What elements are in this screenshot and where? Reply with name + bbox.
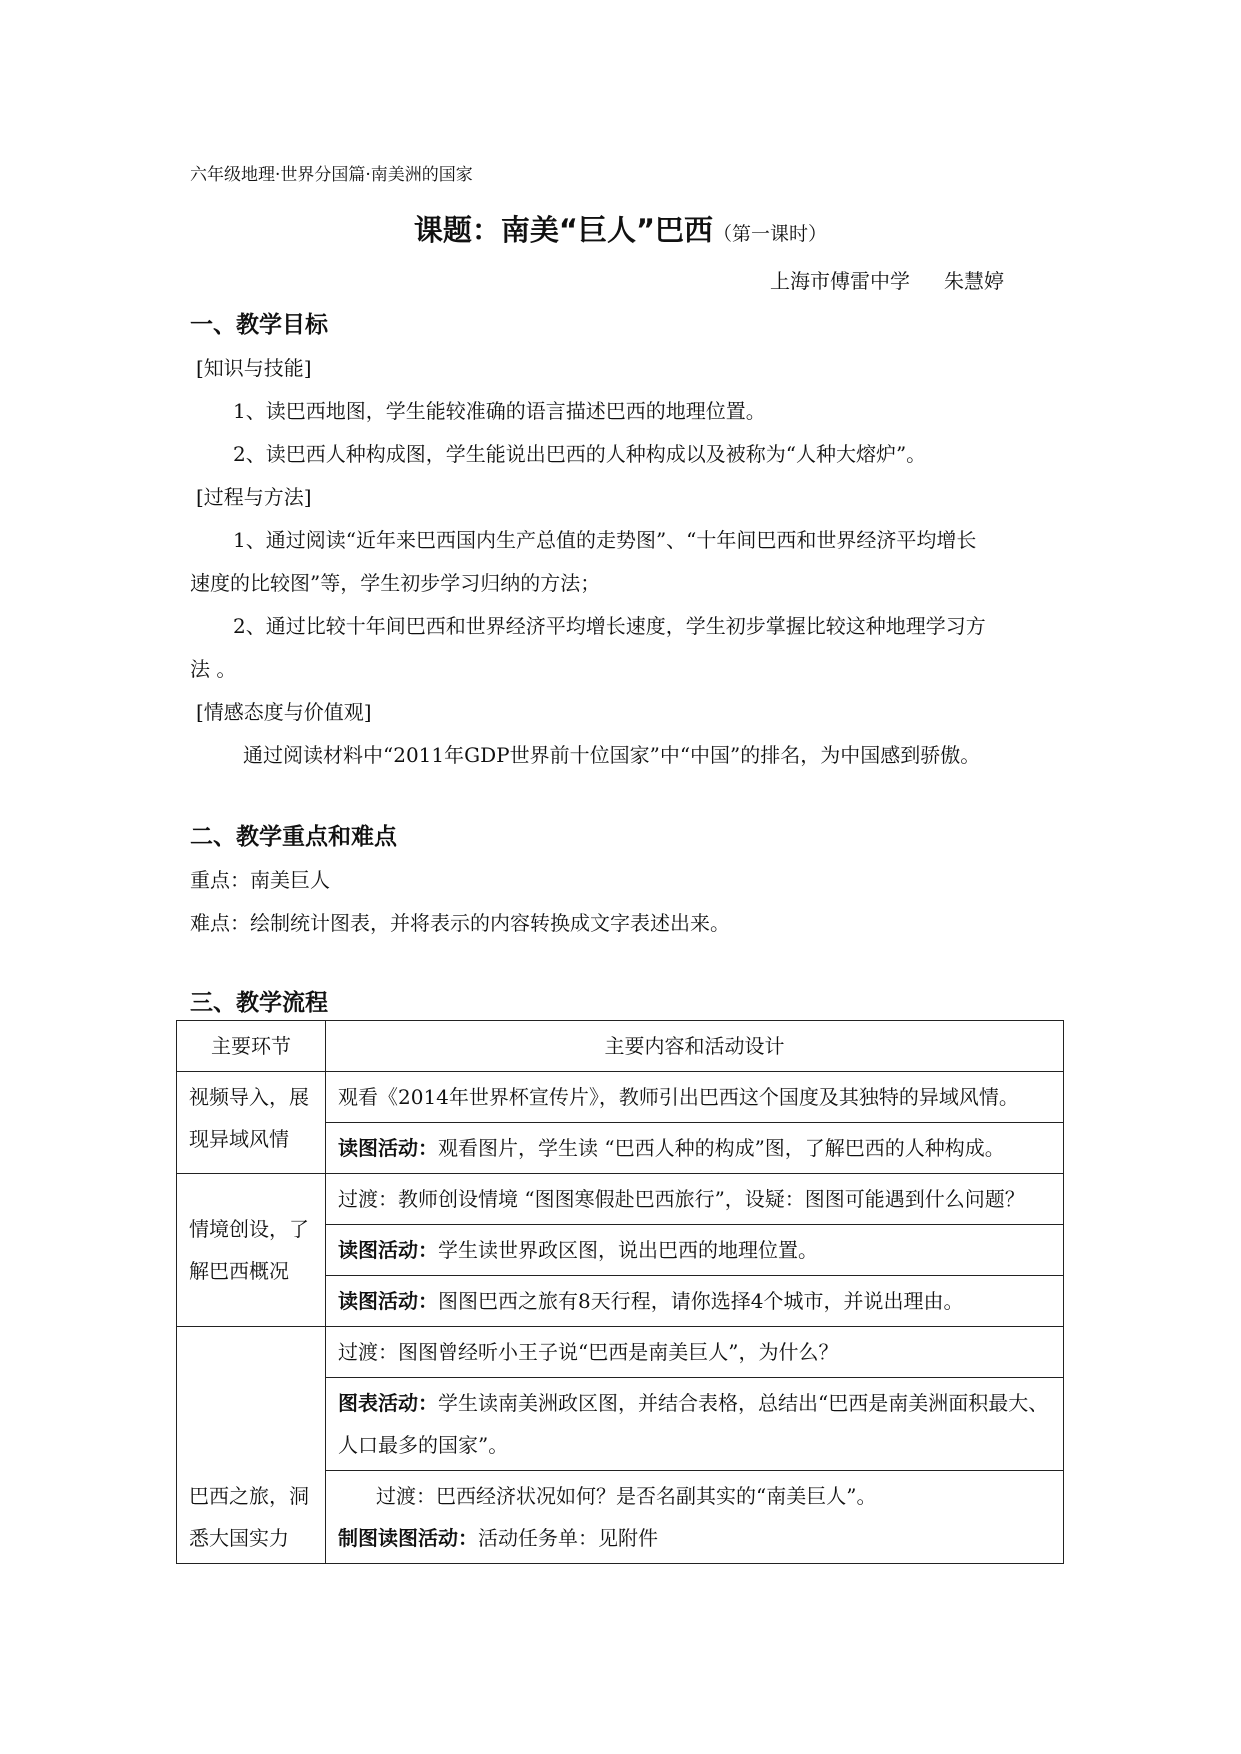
author-school: 上海市傅雷中学 bbox=[770, 269, 910, 293]
author-name: 朱慧婷 bbox=[944, 269, 1004, 293]
page-title bbox=[0, 208, 1241, 249]
section3-heading: 三、教学流程 bbox=[190, 990, 328, 1016]
activity-keyword: 读图活动： bbox=[338, 1136, 438, 1160]
content-cell bbox=[326, 1225, 1064, 1276]
activity-keyword: 读图活动： bbox=[338, 1238, 438, 1262]
knowledge-label: [知识与技能] bbox=[196, 356, 312, 380]
stage-cell: 巴西之旅，洞悉大国实力 bbox=[177, 1327, 326, 1564]
content-cell: 过渡：教师创设情境 “图图寒假赴巴西旅行”，设疑：图图可能遇到什么问题？ bbox=[326, 1174, 1064, 1225]
title-main: 课题：南美“巨人”巴西 bbox=[413, 213, 714, 247]
table-header-cell: 主要内容和活动设计 bbox=[326, 1021, 1064, 1072]
knowledge-item-1: 1、读巴西地图，学生能较准确的语言描述巴西的地理位置。 bbox=[233, 399, 766, 423]
content-cell bbox=[326, 1123, 1064, 1174]
key-point: 重点：南美巨人 bbox=[190, 868, 330, 892]
table-header-cell: 主要环节 bbox=[177, 1021, 326, 1072]
table-row bbox=[177, 1072, 1064, 1123]
emotion-label: [情感态度与价值观] bbox=[196, 700, 372, 724]
table-header-row bbox=[177, 1021, 1064, 1072]
knowledge-item-2: 2、读巴西人种构成图，学生能说出巴西的人种构成以及被称为“人种大熔炉”。 bbox=[233, 442, 927, 466]
process-label: [过程与方法] bbox=[196, 485, 312, 509]
activity-keyword: 制图读图活动： bbox=[338, 1526, 478, 1550]
difficult-point: 难点：绘制统计图表，并将表示的内容转换成文字表述出来。 bbox=[190, 911, 730, 935]
activity-line bbox=[338, 1517, 1051, 1559]
title-sub: （第一课时） bbox=[713, 223, 828, 245]
activity-text: 图图巴西之旅有8天行程，请你选择4个城市，并说出理由。 bbox=[438, 1289, 964, 1313]
emotion-item-1: 通过阅读材料中“2011年GDP世界前十位国家”中“中国”的排名，为中国感到骄傲。 bbox=[243, 743, 981, 767]
table-row bbox=[177, 1327, 1064, 1378]
process-item-1-line2: 速度的比较图”等，学生初步学习归纳的方法； bbox=[190, 571, 601, 595]
activity-keyword: 读图活动： bbox=[338, 1289, 438, 1313]
content-cell bbox=[326, 1378, 1064, 1471]
section2-heading: 二、教学重点和难点 bbox=[190, 824, 397, 850]
activity-keyword: 图表活动： bbox=[338, 1391, 438, 1415]
transition-text: 过渡：巴西经济状况如何？是否名副其实的“南美巨人”。 bbox=[376, 1484, 877, 1508]
activity-text: 学生读南美洲政区图，并结合表格，总结出“巴西是南美洲面积最大、人口最多的国家”。 bbox=[338, 1391, 1049, 1457]
activity-text: 观看图片，学生读 “巴西人种的构成”图，了解巴西的人种构成。 bbox=[438, 1136, 1005, 1160]
running-header: 六年级地理·世界分国篇·南美洲的国家 bbox=[190, 165, 473, 185]
activity-text: 学生读世界政区图，说出巴西的地理位置。 bbox=[438, 1238, 818, 1262]
process-item-2-line2: 法 。 bbox=[190, 657, 237, 681]
author-line bbox=[770, 265, 1004, 294]
process-item-1-line1: 1、通过阅读“近年来巴西国内生产总值的走势图”、“十年间巴西和世界经济平均增长 bbox=[233, 528, 977, 552]
content-cell: 过渡：图图曾经听小王子说“巴西是南美巨人”，为什么？ bbox=[326, 1327, 1064, 1378]
table-row bbox=[177, 1174, 1064, 1225]
teaching-flow-table bbox=[176, 1020, 1064, 1564]
stage-cell: 情境创设，了解巴西概况 bbox=[177, 1174, 326, 1327]
section1-heading: 一、教学目标 bbox=[190, 312, 328, 338]
activity-text: 活动任务单：见附件 bbox=[478, 1526, 658, 1550]
stage-cell: 视频导入，展现异域风情 bbox=[177, 1072, 326, 1174]
content-cell bbox=[326, 1471, 1064, 1564]
process-item-2-line1: 2、通过比较十年间巴西和世界经济平均增长速度，学生初步掌握比较这种地理学习方 bbox=[233, 614, 986, 638]
content-cell bbox=[326, 1276, 1064, 1327]
content-cell: 观看《2014年世界杯宣传片》，教师引出巴西这个国度及其独特的异域风情。 bbox=[326, 1072, 1064, 1123]
